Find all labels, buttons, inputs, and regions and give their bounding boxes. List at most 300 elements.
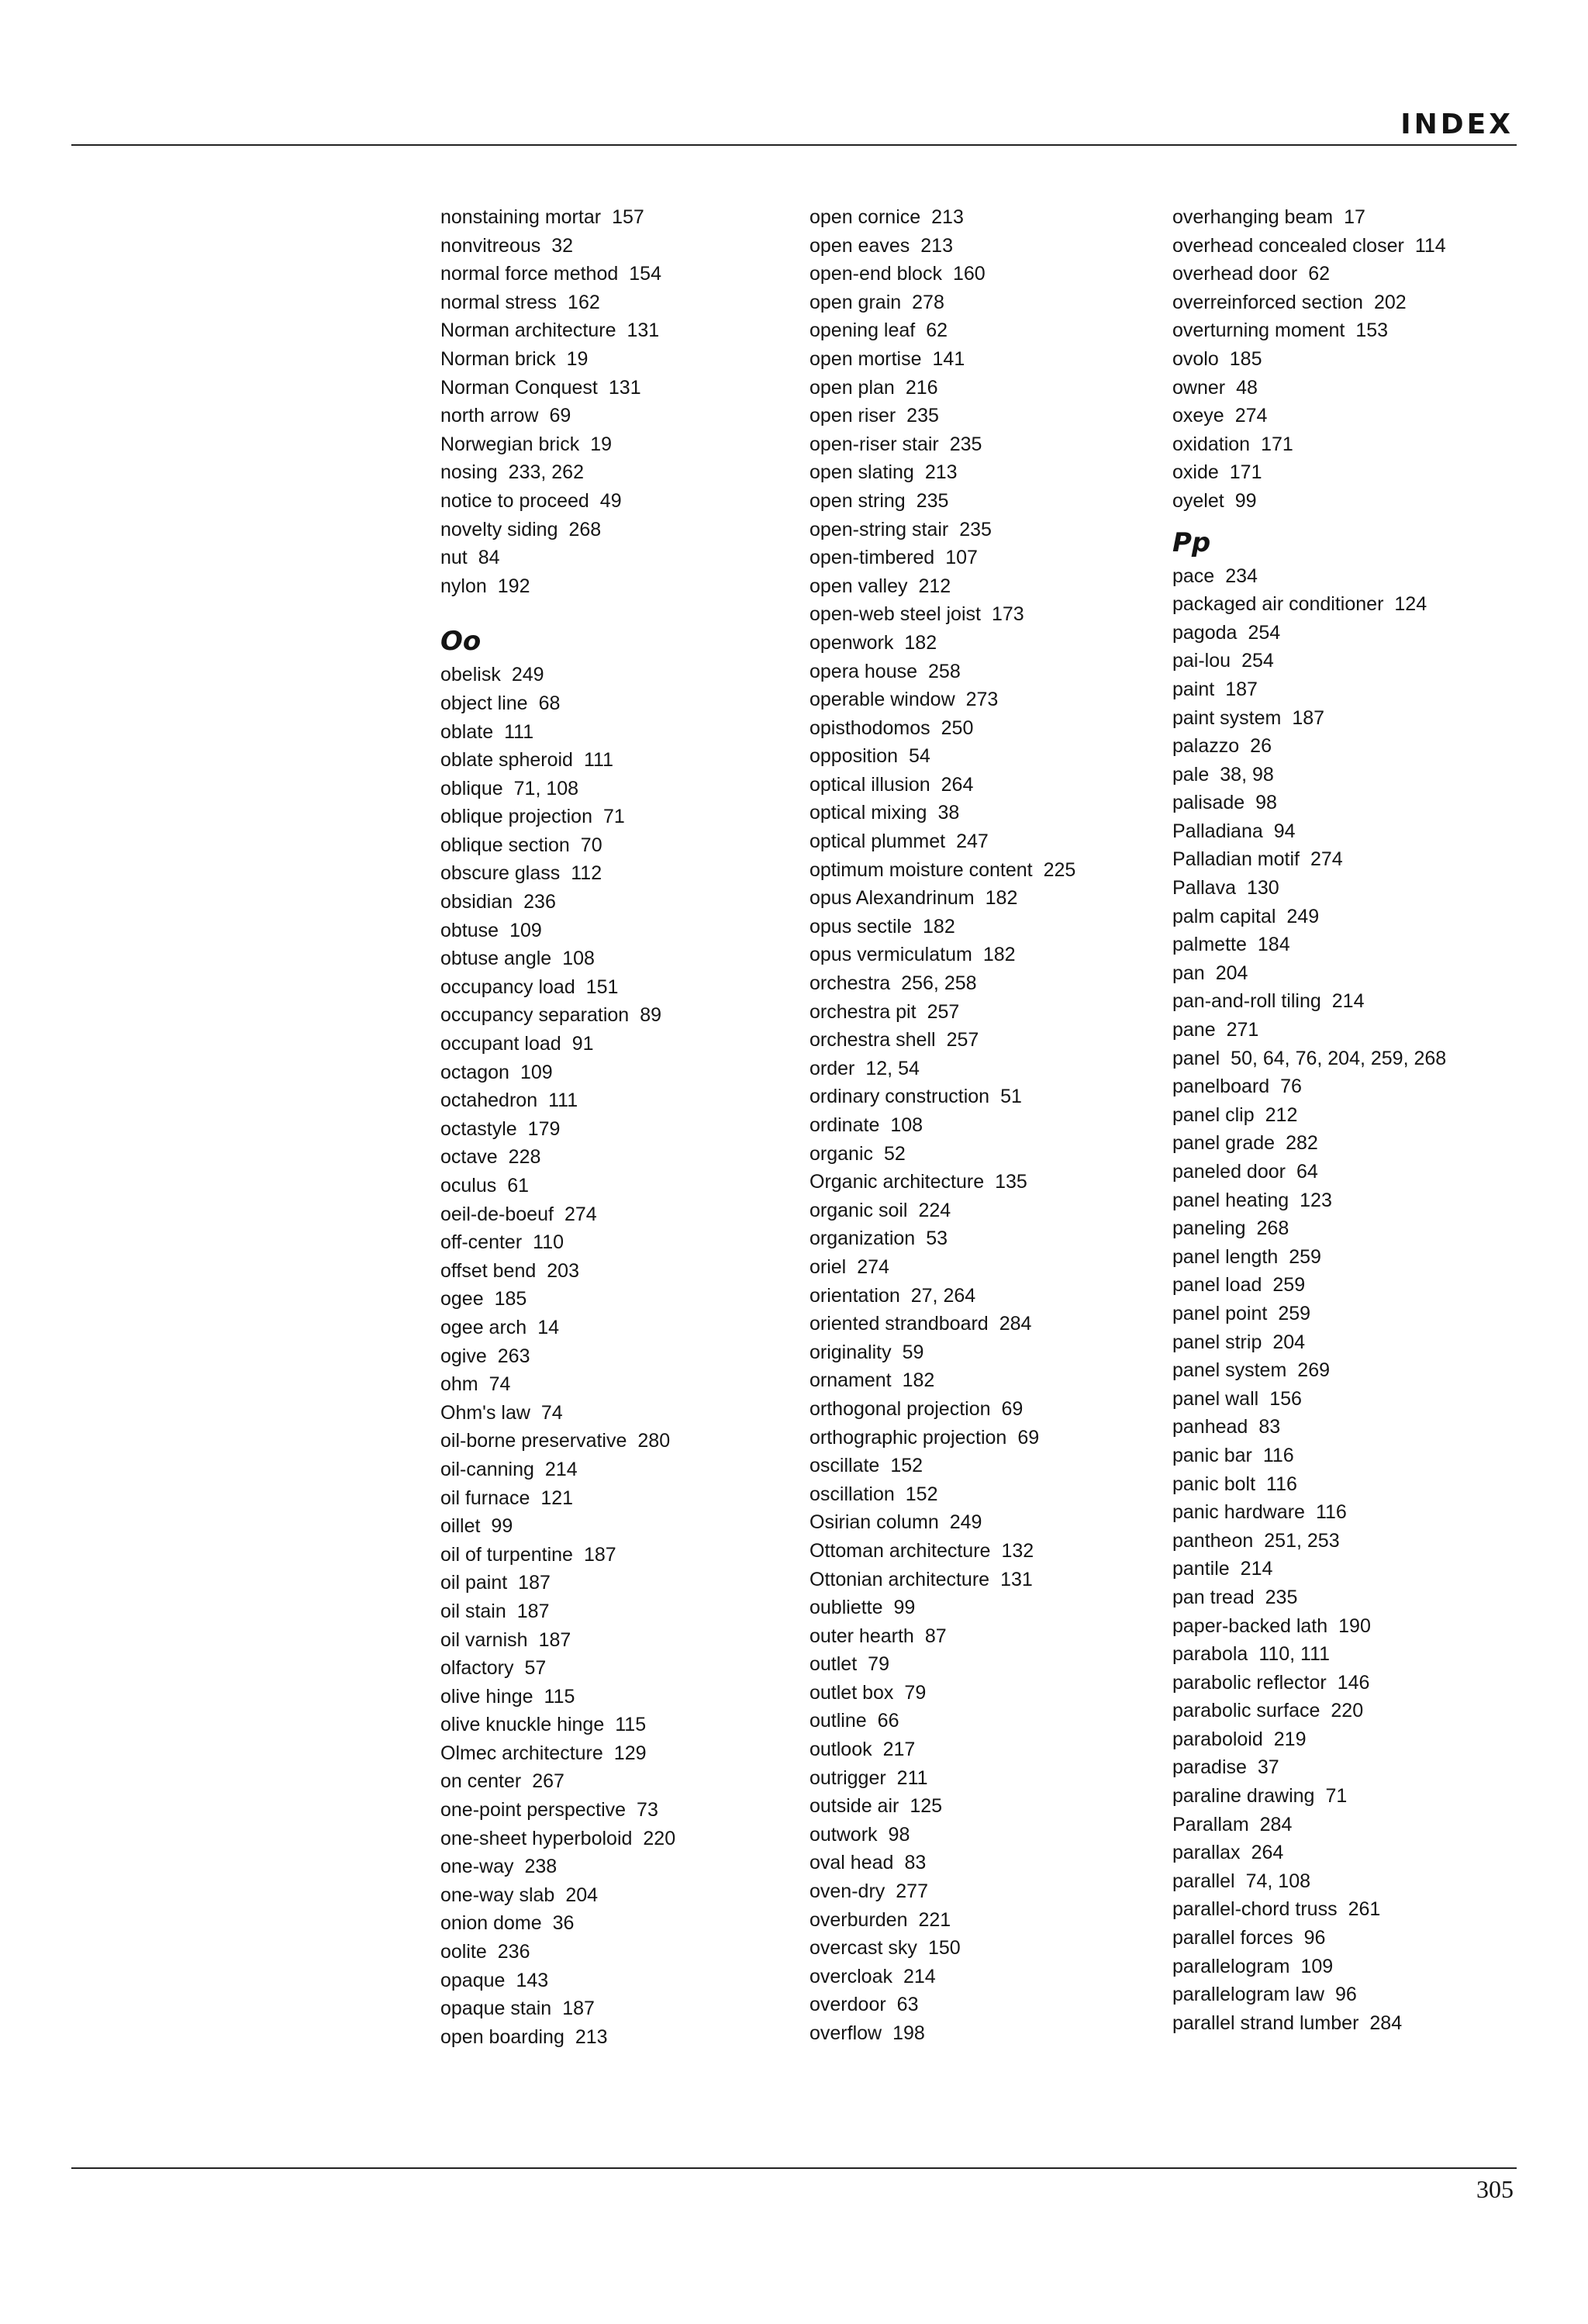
entry-pages: 109 (509, 919, 542, 941)
index-entry (810, 1679, 1151, 1708)
entry-pages: 261 (1348, 1898, 1381, 1921)
index-entry (1172, 1186, 1514, 1215)
entry-term: orchestra pit (810, 1000, 917, 1023)
index-entry (810, 799, 1151, 827)
entry-pages: 204 (1272, 1331, 1306, 1353)
entry-pages: 79 (904, 1681, 927, 1704)
index-entry (1172, 458, 1514, 487)
entry-pages: 111 (548, 1089, 578, 1112)
index-entry (440, 1314, 782, 1342)
page-header-title: INDEX (1400, 109, 1514, 140)
entry-term: open plan (810, 376, 895, 399)
entry-pages: 76 (1280, 1076, 1302, 1098)
entry-term: open grain (810, 291, 902, 313)
index-entry (810, 771, 1151, 799)
entry-pages: 214 (544, 1458, 578, 1480)
index-entry (810, 458, 1151, 487)
index-entry (810, 232, 1151, 261)
entry-term: overturning moment (1172, 319, 1345, 342)
entry-term: onion dome (440, 1912, 542, 1935)
entry-term: paradise (1172, 1756, 1247, 1779)
entry-pages: 187 (538, 1628, 571, 1651)
entry-pages: 282 (1286, 1132, 1318, 1155)
entry-term: octastyle (440, 1117, 517, 1140)
entry-pages: 257 (946, 1029, 979, 1051)
entry-term: novelty siding (440, 518, 558, 540)
index-entry (810, 430, 1151, 459)
entry-term: overhead concealed closer (1172, 234, 1404, 257)
entry-pages: 173 (991, 603, 1024, 626)
index-entry (440, 1030, 782, 1058)
index-entry (440, 1994, 782, 2023)
entry-term: overflow (810, 2022, 882, 2044)
entry-term: occupant load (440, 1033, 561, 1055)
entry-pages: 68 (538, 692, 561, 714)
entry-term: one-point perspective (440, 1799, 627, 1822)
entry-term: Norman Conquest (440, 376, 598, 399)
index-entry (440, 803, 782, 831)
entry-term: oscillation (810, 1483, 895, 1505)
index-entry (810, 1026, 1151, 1055)
entry-term: open-end block (810, 263, 942, 285)
entry-term: pace (1172, 565, 1215, 587)
index-entry (1172, 232, 1514, 261)
entry-pages: 171 (1261, 433, 1293, 455)
entry-pages: 235 (959, 518, 992, 540)
index-entry (810, 1991, 1151, 2019)
entry-pages: 94 (1273, 820, 1296, 842)
entry-pages: 249 (511, 664, 544, 686)
index-entry (810, 1792, 1151, 1821)
entry-pages: 259 (1289, 1245, 1321, 1268)
index-entry (440, 1257, 782, 1286)
entry-pages: 71 (602, 806, 625, 828)
index-entry (810, 572, 1151, 601)
index-entry (1172, 1895, 1514, 1924)
index-entry (1172, 1839, 1514, 1867)
index-entry (440, 402, 782, 430)
entry-pages: 182 (923, 915, 955, 938)
index-entry (810, 629, 1151, 658)
index-entry (1172, 562, 1514, 591)
entry-pages: 179 (527, 1117, 561, 1140)
entry-pages: 268 (1256, 1217, 1289, 1240)
index-entry (810, 1508, 1151, 1537)
index-entry (1172, 288, 1514, 317)
entry-pages: 278 (912, 291, 944, 313)
entry-pages: 235 (949, 433, 982, 455)
entry-pages: 152 (890, 1455, 923, 1477)
entry-pages: 274 (857, 1255, 889, 1278)
entry-pages: 247 (956, 830, 989, 853)
entry-term: panel clip (1172, 1103, 1255, 1126)
entry-pages: 192 (497, 575, 530, 597)
index-entry (440, 1058, 782, 1087)
entry-term: Olmec architecture (440, 1742, 603, 1764)
index-entry (810, 516, 1151, 544)
entry-pages: 87 (924, 1625, 947, 1647)
index-entry (440, 1512, 782, 1541)
entry-pages: 273 (965, 689, 999, 711)
entry-term: panel wall (1172, 1387, 1259, 1410)
entry-term: paint system (1172, 706, 1282, 729)
entry-pages: 187 (518, 1572, 551, 1594)
entry-pages: 123 (1300, 1189, 1332, 1211)
entry-pages: 271 (1226, 1019, 1259, 1041)
entry-pages: 91 (571, 1033, 594, 1055)
entry-pages: 69 (549, 405, 571, 427)
index-entry (440, 1541, 782, 1569)
index-entry (810, 969, 1151, 998)
entry-pages: 160 (952, 263, 986, 285)
index-entry (440, 1654, 782, 1683)
entry-pages: 280 (637, 1430, 671, 1452)
entry-pages: 84 (478, 547, 500, 569)
entry-pages: 274 (1310, 848, 1343, 871)
index-entry (810, 714, 1151, 743)
entry-term: paneled door (1172, 1161, 1286, 1183)
entry-term: object line (440, 692, 528, 714)
index-entry (440, 544, 782, 572)
entry-term: panhead (1172, 1416, 1248, 1438)
index-entry (1172, 1753, 1514, 1782)
index-entry (1172, 1072, 1514, 1101)
index-entry (440, 831, 782, 860)
entry-term: open-web steel joist (810, 603, 981, 626)
entry-term: obsidian (440, 891, 513, 913)
index-entry (810, 1735, 1151, 1764)
entry-term: parallel strand lumber (1172, 2011, 1359, 2034)
entry-term: orthographic projection (810, 1426, 1007, 1449)
entry-term: occupancy load (440, 976, 575, 998)
entry-pages: 213 (924, 461, 958, 484)
index-entry (1172, 1640, 1514, 1669)
entry-term: panel grade (1172, 1132, 1276, 1155)
index-entry (810, 1849, 1151, 1877)
entry-pages: 171 (1229, 461, 1262, 484)
entry-term: order (810, 1057, 855, 1079)
index-entry (810, 1395, 1151, 1424)
entry-pages: 111 (583, 749, 613, 772)
entry-term: oil-canning (440, 1458, 534, 1480)
index-entry (810, 2019, 1151, 2048)
entry-term: pan (1172, 962, 1205, 984)
entry-term: oxidation (1172, 433, 1251, 455)
entry-term: oil varnish (440, 1628, 528, 1651)
entry-pages: 213 (931, 206, 964, 228)
entry-pages: 83 (904, 1852, 927, 1874)
entry-pages: 143 (516, 1969, 549, 1991)
index-entry (1172, 1725, 1514, 1754)
index-entry (1172, 959, 1514, 988)
entry-pages: 216 (905, 376, 938, 399)
entry-pages: 268 (568, 518, 602, 540)
index-entry (810, 1083, 1151, 1111)
index-entry (810, 1707, 1151, 1735)
entry-pages: 182 (902, 1369, 935, 1392)
entry-term: outer hearth (810, 1625, 914, 1647)
entry-pages: 274 (564, 1203, 597, 1225)
index-entry (440, 374, 782, 402)
index-entry (810, 1452, 1151, 1480)
entry-term: oriented strandboard (810, 1313, 989, 1335)
entry-term: Norwegian brick (440, 433, 580, 455)
entry-pages: 187 (516, 1600, 550, 1622)
entry-term: outrigger (810, 1766, 886, 1789)
entry-pages: 96 (1334, 1984, 1357, 2006)
entry-pages: 107 (945, 547, 978, 569)
entry-term: pan-and-roll tiling (1172, 990, 1321, 1013)
entry-term: panelboard (1172, 1076, 1270, 1098)
entry-pages: 99 (1234, 489, 1257, 512)
entry-term: outside air (810, 1795, 899, 1818)
index-entry (810, 1566, 1151, 1594)
entry-pages: 69 (1017, 1426, 1040, 1449)
index-entry (440, 689, 782, 718)
entry-term: panel point (1172, 1302, 1268, 1324)
entry-term: open eaves (810, 234, 910, 257)
entry-term: Norman brick (440, 347, 556, 370)
entry-pages: 62 (926, 319, 948, 342)
index-entry (810, 1140, 1151, 1169)
entry-pages: 32 (551, 234, 574, 257)
index-entry (810, 1111, 1151, 1140)
entry-term: obtuse (440, 919, 499, 941)
entry-term: optimum moisture content (810, 858, 1033, 881)
entry-pages: 114 (1414, 234, 1446, 257)
index-entry (810, 288, 1151, 317)
entry-term: panel load (1172, 1274, 1262, 1297)
entry-pages: 257 (927, 1000, 960, 1023)
index-entry (1172, 203, 1514, 232)
index-entry (1172, 1669, 1514, 1697)
index-entry (440, 859, 782, 888)
index-entry (1172, 1101, 1514, 1130)
entry-pages: 214 (1240, 1558, 1273, 1580)
entry-term: ogive (440, 1345, 487, 1367)
index-column-3 (1172, 203, 1514, 2037)
entry-pages: 249 (949, 1511, 982, 1534)
entry-pages: 51 (1000, 1086, 1022, 1108)
index-entry (440, 944, 782, 973)
entry-term: operable window (810, 689, 955, 711)
entry-pages: 115 (544, 1685, 575, 1708)
entry-pages: 19 (590, 433, 613, 455)
entry-pages: 36 (552, 1912, 575, 1935)
entry-term: nonstaining mortar (440, 206, 602, 228)
entry-term: paneling (1172, 1217, 1246, 1240)
entry-term: oblate (440, 720, 494, 743)
entry-term: one-way (440, 1856, 514, 1878)
index-entry (810, 1906, 1151, 1935)
entry-pages: 71, 108 (513, 777, 579, 799)
entry-pages: 251, 253 (1264, 1529, 1340, 1552)
index-entry (810, 998, 1151, 1027)
entry-pages: 152 (905, 1483, 938, 1505)
index-entry (1172, 1782, 1514, 1811)
entry-pages: 116 (1262, 1444, 1294, 1466)
entry-term: parallel forces (1172, 1927, 1293, 1949)
entry-term: outwork (810, 1823, 878, 1846)
entry-pages: 187 (562, 1998, 595, 2020)
index-entry (1172, 1243, 1514, 1272)
index-entry (810, 203, 1151, 232)
entry-pages: 211 (896, 1766, 928, 1789)
entry-term: olive knuckle hinge (440, 1714, 605, 1736)
index-entry (440, 1711, 782, 1739)
entry-term: parabola (1172, 1643, 1248, 1666)
index-entry (1172, 675, 1514, 704)
entry-pages: 116 (1266, 1473, 1297, 1495)
index-entry (1172, 1413, 1514, 1442)
index-entry (1172, 487, 1514, 516)
entry-term: open-string stair (810, 518, 949, 540)
index-entry (440, 1626, 782, 1655)
entry-term: octave (440, 1146, 498, 1169)
entry-term: oil paint (440, 1572, 508, 1594)
entry-pages: 70 (580, 834, 602, 856)
entry-term: one-sheet hyperboloid (440, 1827, 633, 1849)
entry-term: north arrow (440, 405, 539, 427)
index-entry (1172, 647, 1514, 675)
index-entry (440, 1200, 782, 1229)
entry-pages: 264 (941, 773, 974, 796)
index-entry (810, 913, 1151, 941)
entry-term: oxide (1172, 461, 1219, 484)
entry-pages: 284 (999, 1313, 1032, 1335)
entry-term: organic soil (810, 1199, 908, 1221)
entry-pages: 235 (1265, 1586, 1298, 1608)
entry-pages: 99 (491, 1515, 513, 1538)
entry-pages: 269 (1297, 1359, 1331, 1382)
entry-term: obelisk (440, 664, 501, 686)
entry-pages: 54 (908, 745, 930, 768)
entry-term: panel system (1172, 1359, 1287, 1382)
entry-term: ogee arch (440, 1316, 527, 1338)
entry-term: optical illusion (810, 773, 930, 796)
index-entry (1172, 987, 1514, 1016)
entry-term: overhanging beam (1172, 206, 1334, 228)
entry-term: oblique section (440, 834, 570, 856)
index-entry (810, 1224, 1151, 1253)
entry-pages: 213 (575, 2025, 608, 2048)
index-entry (810, 1282, 1151, 1310)
index-entry (1172, 1158, 1514, 1186)
index-entry (440, 1370, 782, 1399)
index-entry (440, 572, 782, 601)
entry-pages: 254 (1248, 621, 1281, 644)
index-entry (810, 1366, 1151, 1395)
index-entry (440, 1143, 782, 1172)
entry-pages: 259 (1272, 1274, 1306, 1297)
entry-term: open valley (810, 575, 908, 597)
entry-term: parallel (1172, 1870, 1235, 1892)
entry-term: oven-dry (810, 1880, 885, 1903)
entry-pages: 151 (585, 976, 619, 998)
entry-pages: 109 (520, 1061, 553, 1083)
entry-term: paper-backed lath (1172, 1614, 1328, 1637)
entry-pages: 224 (918, 1199, 951, 1221)
entry-pages: 274 (1234, 405, 1268, 427)
entry-pages: 202 (1373, 291, 1407, 313)
entry-pages: 61 (507, 1175, 530, 1197)
entry-pages: 156 (1269, 1387, 1302, 1410)
entry-pages: 108 (562, 948, 595, 970)
entry-term: Osirian column (810, 1511, 939, 1534)
entry-pages: 256, 258 (901, 972, 977, 995)
index-entry (440, 1881, 782, 1910)
index-entry (810, 1424, 1151, 1452)
index-entry (810, 742, 1151, 771)
index-entry (1172, 1300, 1514, 1328)
entry-term: parallel-chord truss (1172, 1898, 1338, 1921)
entry-pages: 73 (637, 1799, 658, 1822)
entry-pages: 98 (888, 1823, 910, 1846)
index-entry (810, 1594, 1151, 1622)
entry-pages: 141 (932, 347, 965, 370)
index-entry (1172, 1016, 1514, 1045)
entry-term: opus vermiculatum (810, 944, 972, 966)
entry-pages: 220 (1331, 1700, 1364, 1722)
index-entry (1172, 619, 1514, 647)
index-entry (440, 746, 782, 775)
index-entry (810, 1537, 1151, 1566)
page-number: 305 (1476, 2175, 1514, 2203)
index-entry (1172, 1867, 1514, 1896)
entry-pages: 214 (1331, 990, 1365, 1013)
entry-pages: 234 (1225, 565, 1258, 587)
index-entry (1172, 789, 1514, 817)
entry-term: ornament (810, 1369, 892, 1392)
entry-pages: 250 (941, 717, 974, 739)
entry-pages: 187 (583, 1543, 616, 1566)
entry-term: one-way slab (440, 1884, 555, 1906)
entry-term: ovolo (1172, 347, 1219, 370)
entry-pages: 66 (877, 1710, 899, 1732)
entry-term: oscillate (810, 1455, 880, 1477)
index-entry (440, 888, 782, 917)
entry-pages: 96 (1303, 1927, 1326, 1949)
entry-pages: 74, 108 (1245, 1870, 1311, 1892)
index-entry (1172, 845, 1514, 874)
entry-term: owner (1172, 376, 1226, 399)
index-entry (810, 487, 1151, 516)
entry-pages: 53 (926, 1228, 948, 1250)
entry-pages: 69 (1001, 1397, 1024, 1420)
index-entry (810, 1934, 1151, 1963)
index-entry (810, 1877, 1151, 1906)
entry-term: panic bolt (1172, 1473, 1256, 1495)
index-entry (440, 1399, 782, 1428)
index-entry (810, 1963, 1151, 1991)
index-entry (810, 827, 1151, 856)
entry-pages: 14 (537, 1316, 560, 1338)
entry-term: nosing (440, 461, 498, 484)
index-entry (1172, 374, 1514, 402)
entry-pages: 198 (892, 2022, 925, 2044)
entry-term: outlet box (810, 1681, 894, 1704)
entry-term: palm capital (1172, 905, 1276, 927)
index-entry (1172, 761, 1514, 789)
entry-term: Parallam (1172, 1813, 1249, 1835)
entry-pages: 235 (916, 489, 949, 512)
entry-pages: 187 (1225, 678, 1258, 700)
index-entry (440, 1767, 782, 1796)
index-entry (1172, 345, 1514, 374)
entry-pages: 233, 262 (508, 461, 584, 484)
entry-pages: 125 (910, 1795, 943, 1818)
entry-pages: 131 (627, 319, 660, 342)
